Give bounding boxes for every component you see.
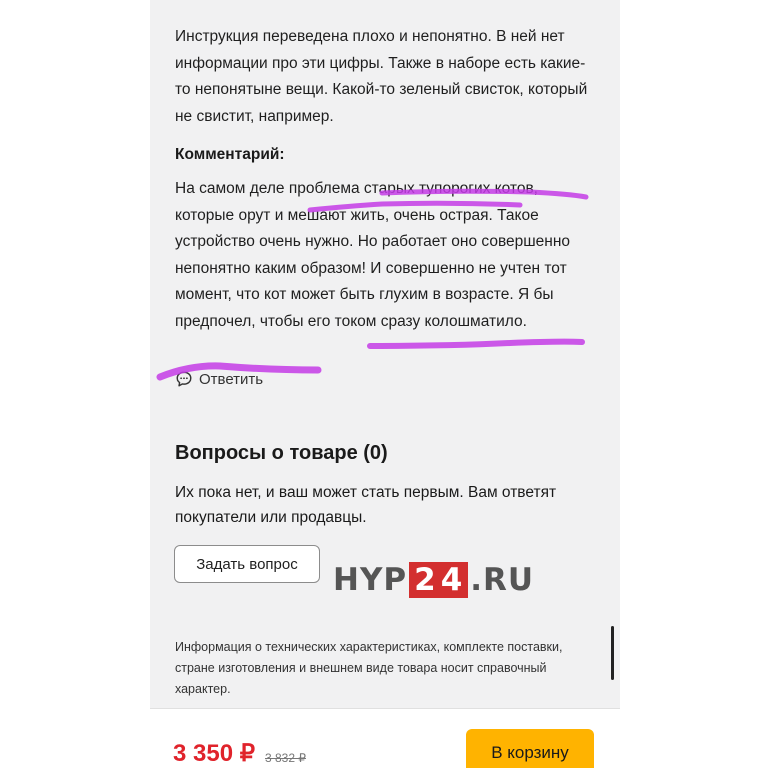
add-to-cart-button[interactable]: В корзину <box>466 729 594 768</box>
comment-text: На самом деле проблема старых тупорогих котов, которые орут и мешают жить, очень острая. Такое устройство очень нужно. Но работает оно совершенно непонятно каким образом! И совершенно не учтен тот момент, что кот может быть глухим в возрасте. Я бы предпочел, чтобы его током сразу колошматило. <box>175 180 571 330</box>
ask-question-button[interactable]: Задать вопрос <box>174 545 320 583</box>
watermark-digit-2: 4 <box>440 562 464 598</box>
scrollbar-thumb[interactable] <box>611 626 614 680</box>
watermark-logo <box>333 562 534 598</box>
speech-bubble-icon <box>175 370 193 388</box>
watermark-right: .RU <box>470 562 535 598</box>
comment-title: Комментарий: <box>175 146 285 163</box>
review-text: Инструкция переведена плохо и непонятно. В ней нет информации про эти цифры. Также в наборе есть какие-то непонятыне вещи. Какой-то зеленый свисток, который не свистит, например. <box>175 28 588 125</box>
bottom-purchase-bar <box>150 708 620 768</box>
phone-screen <box>150 0 620 768</box>
reply-button[interactable] <box>175 370 263 388</box>
questions-empty-text: Их пока нет, и ваш может стать первым. Вам ответят покупатели или продавцы. <box>175 484 557 526</box>
watermark-box <box>409 562 468 598</box>
questions-title: Вопросы о товаре (0) <box>175 442 388 464</box>
current-price: 3 350 ₽ <box>173 740 255 767</box>
old-price: 3 832 ₽ <box>265 751 306 765</box>
disclaimer-text: Информация о технических характеристиках, комплекте поставки, стране изготовления и внешнем виде товара носит справочный характер. <box>175 640 563 696</box>
watermark-left: HYP <box>333 562 408 598</box>
watermark-digit-1: 2 <box>414 562 437 598</box>
highlight-stroke-2 <box>370 342 582 346</box>
reply-label: Ответить <box>199 370 264 388</box>
